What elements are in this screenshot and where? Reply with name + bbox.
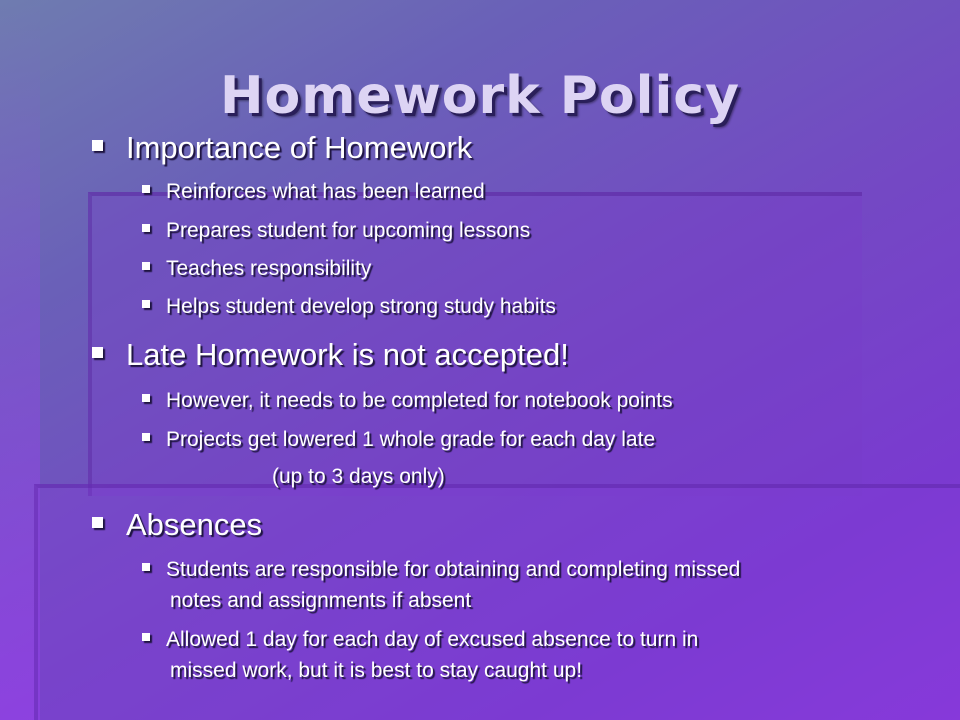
list-item-text: Allowed 1 day for each day of excused absence to turn in: [166, 628, 699, 651]
list-item-continuation: (up to 3 days only): [272, 465, 445, 488]
list-item-text: However, it needs to be completed for notebook points: [166, 389, 673, 412]
square-bullet-icon: [92, 517, 103, 528]
slide-title: Homework Policy: [220, 66, 740, 126]
list-item-continuation: notes and assignments if absent: [170, 589, 472, 612]
list-item: [142, 558, 740, 582]
square-bullet-icon: [92, 347, 103, 358]
list-item: [142, 219, 530, 243]
square-bullet-icon: [142, 224, 150, 232]
list-item-text: Students are responsible for obtaining and completing missed: [166, 558, 741, 581]
section-heading-importance: [92, 130, 472, 166]
list-item-text: Reinforces what has been learned: [166, 180, 485, 203]
section-heading-late-homework: [92, 337, 569, 373]
square-bullet-icon: [142, 300, 150, 308]
list-item-continuation: missed work, but it is best to stay caught up!: [170, 659, 583, 682]
square-bullet-icon: [142, 185, 150, 193]
heading-text: Absences: [126, 507, 263, 542]
list-item: [142, 628, 698, 652]
list-item-text: Projects get lowered 1 whole grade for each day late: [166, 428, 656, 451]
list-item: [142, 428, 655, 452]
square-bullet-icon: [142, 394, 150, 402]
square-bullet-icon: [142, 563, 150, 571]
list-item-text: Teaches responsibility: [166, 257, 372, 280]
heading-text: Importance of Homework: [126, 130, 473, 165]
list-item-text: Prepares student for upcoming lessons: [166, 219, 531, 242]
list-item: [142, 257, 371, 281]
heading-text: Late Homework is not accepted!: [126, 337, 569, 372]
list-item: [142, 295, 556, 319]
list-item-text: Helps student develop strong study habits: [166, 295, 556, 318]
square-bullet-icon: [92, 140, 103, 151]
list-item: [142, 180, 485, 204]
list-item: [142, 389, 673, 413]
square-bullet-icon: [142, 433, 150, 441]
square-bullet-icon: [142, 262, 150, 270]
square-bullet-icon: [142, 633, 150, 641]
section-heading-absences: [92, 507, 262, 543]
